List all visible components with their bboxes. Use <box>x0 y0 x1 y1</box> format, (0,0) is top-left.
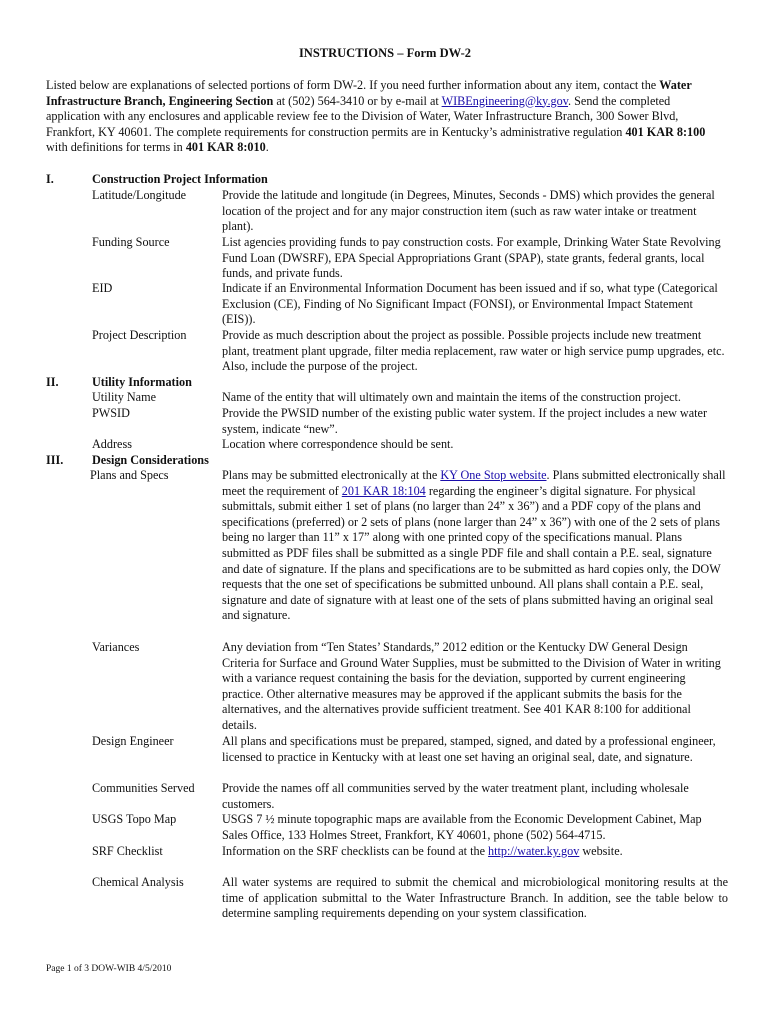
label-pwsid: PWSID <box>92 406 130 420</box>
intro-text-1: Listed below are explanations of selected portions of form DW-2. If you need further information about any item, contact the <box>46 78 660 92</box>
intro-text-2: at (502) 564-3410 or by e-mail at <box>273 93 442 108</box>
section-numeral-2: II. <box>46 375 59 389</box>
label-usgs-topo-map: USGS Topo Map <box>92 812 177 826</box>
section-heading-2: Utility Information <box>92 375 192 389</box>
plans-text-3: regarding the engineer’s digital signature. For physical submittals, submit either 1 set of plans (no larger than 24” x 36”) and a PDF copy of the plans and specifications (preferred) or 2 sets of plans (none larger than 24” x 36”) with one of the 2 sets of plans being no larger than 11” x 17” along with one printed copy of the specifications manual. Plans submitted as PDF files shall be submitted as a single PDF file and shall contain a P.E. seal, signature and date of signature. If the plans and specifications are to be submitted as hard copies only, the DOW requests that the one set of specifications be submitted unbound. All plans shall contain a P.E. seal, signature and date of signature with at least one of the sets of plans submitted having an original seal and signature. <box>222 483 721 623</box>
section-numeral-3: III. <box>46 453 64 467</box>
page-title: INSTRUCTIONS – Form DW-2 <box>298 46 472 60</box>
desc-variances: Any deviation from “Ten States’ Standards,” 2012 edition or the Kentucky DW General Design Criteria for Surface and Ground Water Supplies, must be submitted to the Division of Water in writing with a variance request containing the basis for the deviation, supported by current engineering practice. Other alternative measures may be approved if the applicant submits the basis for the alternatives, and the alternatives provide sufficient treatment. See 401 KAR 8:100 for additional details. <box>222 640 721 732</box>
section-numeral-1: I. <box>46 172 54 186</box>
desc-utility-name: Name of the entity that will ultimately own and maintain the items of the construction project. <box>222 390 681 404</box>
water-ky-gov-link[interactable]: http://water.ky.gov <box>488 844 580 858</box>
regulation-ref-1: 401 KAR 8:100 <box>625 124 706 139</box>
intro-paragraph <box>46 78 726 156</box>
label-srf-checklist: SRF Checklist <box>92 844 163 858</box>
desc-funding-source: List agencies providing funds to pay construction costs. For example, Drinking Water State Revolving Fund Loan (DWSRF), EPA Special Appropriations Grant (SPAP), state grants, federal grants, local funds, and private funds. <box>222 235 721 281</box>
section-heading-3: Design Considerations <box>92 453 209 467</box>
label-design-engineer: Design Engineer <box>92 734 174 748</box>
ky-one-stop-link[interactable]: KY One Stop website <box>440 468 547 482</box>
srf-text-2: website. <box>579 844 623 858</box>
desc-communities-served: Provide the names off all communities served by the water treatment plant, including wholesale customers. <box>222 781 689 811</box>
intro-text-4: with definitions for terms in <box>46 140 186 154</box>
contact-section-name: Water Infrastructure Branch, Engineering Section <box>46 78 692 108</box>
page-footer: Page 1 of 3 DOW-WIB 4/5/2010 <box>46 964 172 974</box>
desc-project-description: Provide as much description about the project as possible. Possible projects include new treatment plant, treatment plant upgrade, filter media replacement, raw water or high service pump upgrades, etc. Also, include the purpose of the project. <box>222 328 725 374</box>
label-latitude-longitude: Latitude/Longitude <box>92 188 187 202</box>
desc-plans-and-specs <box>222 468 728 624</box>
intro-text-3: . Send the completed application with any enclosures and applicable review fee to the Division of Water, Water Infrastructure Branch, 300 Sower Blvd, Frankfort, KY 40601. The complete requirements for construction permits are in Kentucky’s administrative regulation <box>46 93 679 139</box>
label-address: Address <box>92 437 132 451</box>
label-chemical-analysis: Chemical Analysis <box>92 875 184 889</box>
desc-usgs-topo-map: USGS 7 ½ minute topographic maps are available from the Economic Development Cabinet, Map Sales Office, 133 Holmes Street, Frankfort, KY 40601, phone (502) 564-4715. <box>222 812 702 842</box>
email-link[interactable]: WIBEngineering@ky.gov <box>441 93 569 108</box>
intro-text-5: . <box>265 140 269 154</box>
srf-text-1: Information on the SRF checklists can be found at the <box>222 844 489 858</box>
plans-text-2: . Plans submitted electronically shall meet the requirement of <box>222 468 726 498</box>
plans-text-1: Plans may be submitted electronically at the <box>222 468 441 482</box>
desc-chemical-analysis: All water systems are required to submit the chemical and microbiological monitoring results at the time of application submittal to the Water Infrastructure Branch. In addition, see the table below to determine sampling requirements depending on your system classification. <box>222 875 728 921</box>
desc-srf-checklist <box>222 844 728 860</box>
label-project-description: Project Description <box>92 328 187 342</box>
desc-eid: Indicate if an Environmental Information Document has been issued and if so, what type (Categorical Exclusion (CE), Finding of No Significant Impact (FONSI), or Environmental Impact Statement (EIS)). <box>222 281 718 327</box>
label-variances: Variances <box>92 640 140 654</box>
regulation-201-kar-link[interactable]: 201 KAR 18:104 <box>341 483 426 498</box>
desc-design-engineer: All plans and specifications must be prepared, stamped, signed, and dated by a professional engineer, licensed to practice in Kentucky with at least one set having an original seal, date, and signature. <box>222 734 716 764</box>
label-funding-source: Funding Source <box>92 235 170 249</box>
label-plans-and-specs: Plans and Specs <box>90 468 169 482</box>
label-communities-served: Communities Served <box>92 781 195 795</box>
label-utility-name: Utility Name <box>92 390 156 404</box>
desc-address: Location where correspondence should be sent. <box>222 437 454 451</box>
desc-latitude-longitude: Provide the latitude and longitude (in Degrees, Minutes, Seconds - DMS) which provides the general location of the project and for any major construction item (such as raw water intake or treatment plant). <box>222 188 715 234</box>
label-eid: EID <box>92 281 113 295</box>
section-heading-1: Construction Project Information <box>92 172 268 186</box>
desc-pwsid: Provide the PWSID number of the existing public water system. If the project includes a new water system, indicate “new”. <box>222 406 708 436</box>
regulation-ref-2: 401 KAR 8:010 <box>185 140 266 154</box>
